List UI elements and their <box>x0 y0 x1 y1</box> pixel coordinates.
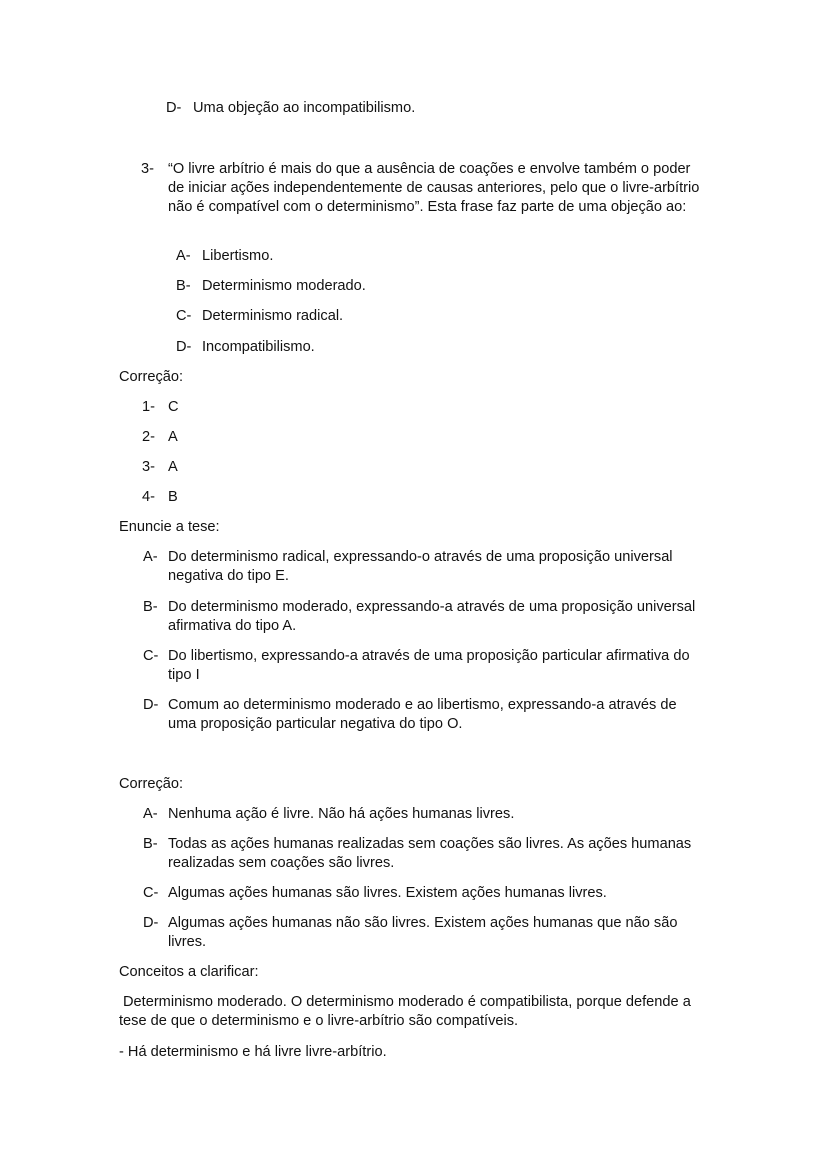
option-text: Libertismo. <box>202 248 274 264</box>
option-d <box>176 338 676 357</box>
concepts-line: - Há determinismo e há livre livre-arbítrio. <box>119 1044 387 1060</box>
thesis-heading: Enuncie a tese: <box>119 519 220 535</box>
question-text: “O livre arbítrio é mais do que a ausência de coações e envolve também o poder de iniciar ações independentemente de causas anteriores, pelo que o livre-arbítrio não é compatível com o determinismo”. Esta frase faz parte de uma objeção ao: <box>168 161 700 215</box>
thesis-text: Do determinismo radical, expressando-o através de uma proposição universal negativa do tipo E. <box>168 549 673 584</box>
answer-letter: C <box>168 399 179 415</box>
answer-item <box>142 458 342 477</box>
question-number: 3- <box>141 161 154 177</box>
answer-number: 4- <box>142 489 155 505</box>
option-marker: D- <box>176 339 192 355</box>
thesis-text: Do determinismo moderado, expressando-a através de uma proposição universal afirmativa do tipo A. <box>168 599 696 634</box>
correction-item-d <box>143 914 708 952</box>
answer-letter: A <box>168 429 178 445</box>
correction-heading: Correção: <box>119 369 184 385</box>
correction-text: Todas as ações humanas realizadas sem coações são livres. As ações humanas realizadas sem coações são livres. <box>168 836 692 871</box>
thesis-item-b <box>143 598 708 636</box>
correction-marker: A- <box>143 806 158 822</box>
correction-text: Algumas ações humanas são livres. Existem ações humanas livres. <box>168 885 607 901</box>
concepts-paragraph: Determinismo moderado. O determinismo moderado é compatibilista, porque defende a tese de que o determinismo e o livre-arbítrio são compatíveis. <box>119 994 691 1029</box>
thesis-marker: C- <box>143 648 159 664</box>
correction-item-b <box>143 835 708 873</box>
option-text: Determinismo radical. <box>202 308 344 324</box>
correction-marker: B- <box>143 836 158 852</box>
question-3 <box>141 160 701 217</box>
correction-marker: C- <box>143 885 159 901</box>
answer-number: 1- <box>142 399 155 415</box>
thesis-item-a <box>143 548 708 586</box>
thesis-text: Do libertismo, expressando-a através de uma proposição particular afirmativa do tipo I <box>168 648 690 683</box>
thesis-marker: D- <box>143 697 159 713</box>
thesis-text: Comum ao determinismo moderado e ao libertismo, expressando-a através de uma proposição particular negativa do tipo O. <box>168 697 677 732</box>
answer-item <box>142 428 342 447</box>
correction-heading: Correção: <box>119 776 184 792</box>
answer-letter: B <box>168 489 178 505</box>
item-marker: D- <box>166 100 182 116</box>
option-c <box>176 307 676 326</box>
thesis-item-d <box>143 696 708 734</box>
option-text: Determinismo moderado. <box>202 278 366 294</box>
answer-number: 2- <box>142 429 155 445</box>
option-b <box>176 277 676 296</box>
option-marker: C- <box>176 308 192 324</box>
answer-letter: A <box>168 459 178 475</box>
option-marker: A- <box>176 248 191 264</box>
correction-item-a <box>143 805 708 824</box>
correction-marker: D- <box>143 915 159 931</box>
item-text: Uma objeção ao incompatibilismo. <box>193 100 416 116</box>
answer-number: 3- <box>142 459 155 475</box>
correction-text: Nenhuma ação é livre. Não há ações humanas livres. <box>168 806 515 822</box>
option-a <box>176 247 676 266</box>
option-marker: B- <box>176 278 191 294</box>
option-text: Incompatibilismo. <box>202 339 315 355</box>
correction-item-c <box>143 884 708 903</box>
answer-item <box>142 398 342 417</box>
concepts-heading: Conceitos a clarificar: <box>119 964 259 980</box>
answer-item <box>142 488 342 507</box>
correction-text: Algumas ações humanas não são livres. Existem ações humanas que não são livres. <box>168 915 678 950</box>
list-item <box>166 99 766 118</box>
thesis-marker: A- <box>143 549 158 565</box>
thesis-item-c <box>143 647 708 685</box>
thesis-marker: B- <box>143 599 158 615</box>
